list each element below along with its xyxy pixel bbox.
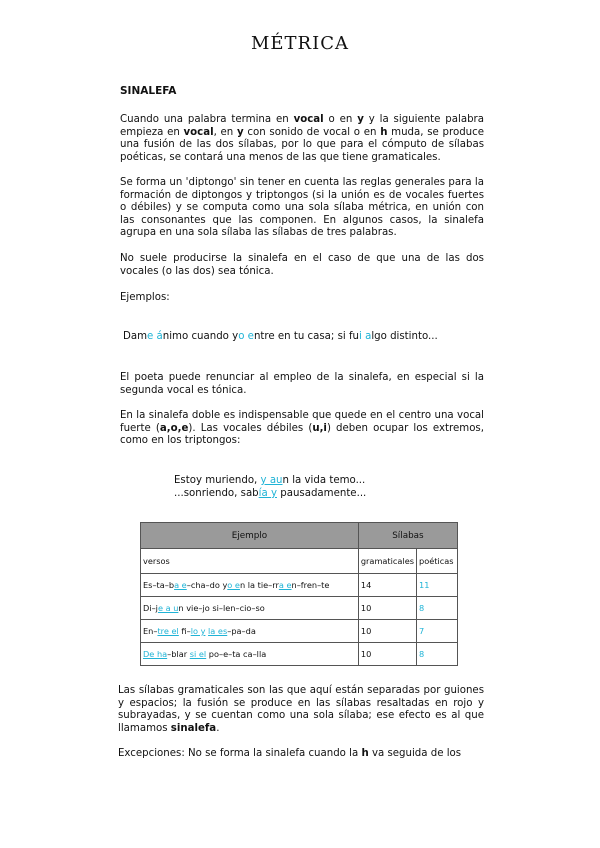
gram-count: 14 xyxy=(358,574,416,597)
example-sentence: Dame ánimo cuando yo entre en tu casa; si fui algo distinto... xyxy=(123,331,438,342)
syllables-table xyxy=(140,522,458,666)
verse-line-1: Estoy muriendo, y aun la vida temo... xyxy=(174,475,366,486)
paragraph-explicacion: Las sílabas gramaticales son las que aquí están separadas por guiones y espacios; la fusión se produce en las sílabas resaltadas en rojo y subrayadas, y se cuentan como una sola sílaba; ese efecto es al que llamamos sinalefa. xyxy=(118,685,484,734)
table-row xyxy=(141,597,458,620)
col-poeticas: poéticas xyxy=(417,549,458,574)
paragraph-renuncia: El poeta puede renunciar al empleo de la sinalefa, en especial si la segunda vocal es tónica. xyxy=(120,372,484,396)
verse-line-2: ...sonriendo, sabía y pausadamente... xyxy=(174,488,367,499)
verse-cell: De ha–blar si el po–e–ta ca–lla xyxy=(141,643,359,666)
poet-count: 8 xyxy=(417,643,458,666)
table-row xyxy=(141,574,458,597)
table-row xyxy=(141,620,458,643)
gram-count: 10 xyxy=(358,597,416,620)
page-title: MÉTRICA xyxy=(250,33,349,54)
paragraph-definition: Cuando una palabra termina en vocal o en y y la siguiente palabra empieza en vocal, en y con sonido de vocal o en h muda, se produce una fusión de las dos sílabas, por lo que para el cómputo de sílabas poéticas, se contará una menos de las que tiene gramaticales. xyxy=(120,114,484,163)
poet-count: 7 xyxy=(417,620,458,643)
examples-label: Ejemplos: xyxy=(120,292,170,303)
gram-count: 10 xyxy=(358,620,416,643)
verse-cell: Es–ta–ba e–cha–do yo en la tie–rra en–fren–te xyxy=(141,574,359,597)
verse-cell: En–tre el fi–lo y la es–pa–da xyxy=(141,620,359,643)
paragraph-diptongo: Se forma un 'diptongo' sin tener en cuenta las reglas generales para la formación de diptongos y triptongos (si la unión es de vocales fuertes o débiles) y se computa como una sola sílaba métrica, en unión con las consonantes que las componen. En algunos casos, la sinalefa agrupa en una sola sílaba las sílabas de tres palabras. xyxy=(120,177,484,239)
col-verses: versos xyxy=(141,549,359,574)
table-header-row xyxy=(141,523,458,549)
gram-count: 10 xyxy=(358,643,416,666)
section-heading: SINALEFA xyxy=(120,85,177,97)
table-subheader-row xyxy=(141,549,458,574)
poet-count: 8 xyxy=(417,597,458,620)
paragraph-sinalefa-doble: En la sinalefa doble es indispensable que quede en el centro una vocal fuerte (a,o,e). Las vocales débiles (u,i) deben ocupar los extremos, como en los triptongos: xyxy=(120,410,484,447)
header-example: Ejemplo xyxy=(141,523,359,549)
verse-cell: Di–je a un vie–jo si–len–cio–so xyxy=(141,597,359,620)
poet-count: 11 xyxy=(417,574,458,597)
table-row xyxy=(141,643,458,666)
col-gramaticales: gramaticales xyxy=(358,549,416,574)
header-syllables: Sílabas xyxy=(358,523,457,549)
paragraph-excepciones: Excepciones: No se forma la sinalefa cuando la h va seguida de los xyxy=(118,748,462,759)
paragraph-tonica: No suele producirse la sinalefa en el caso de que una de las dos vocales (o las dos) sea tónica. xyxy=(120,253,484,277)
